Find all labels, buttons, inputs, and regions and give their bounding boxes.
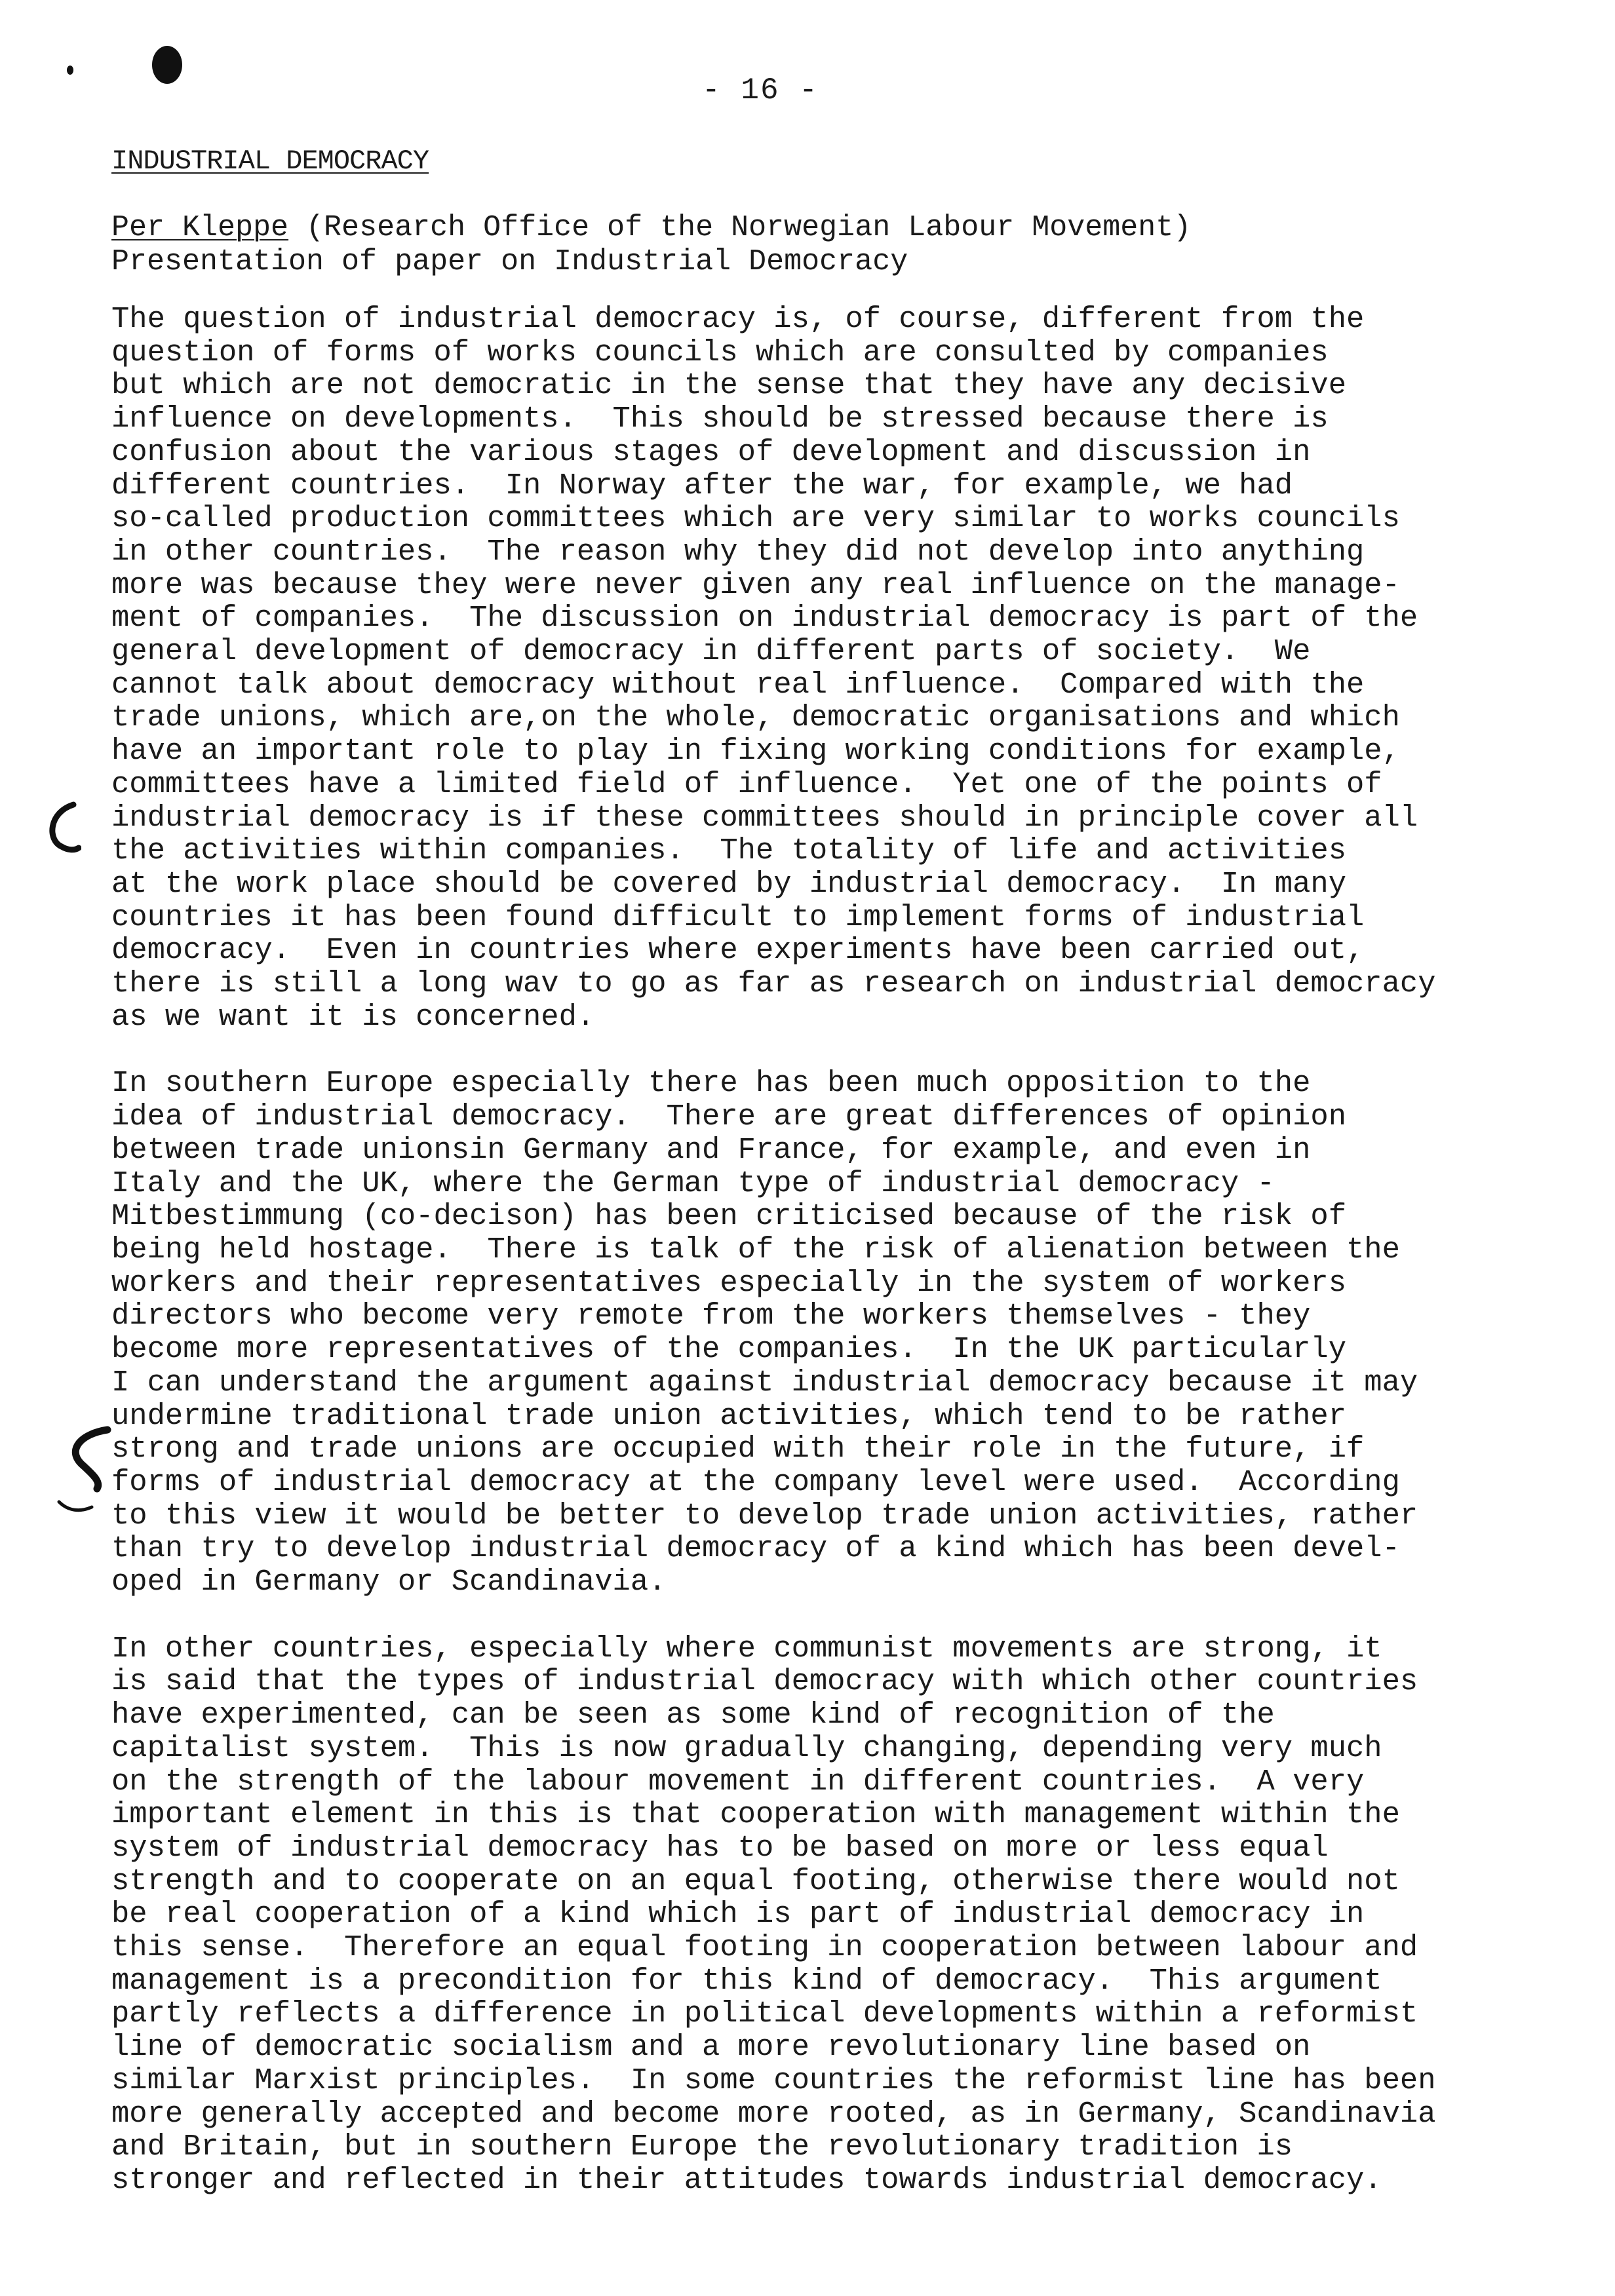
speaker-block — [111, 211, 1191, 279]
page-number: - 16 - — [702, 73, 819, 107]
margin-bracket-mark — [42, 801, 81, 860]
section-heading: INDUSTRIAL DEMOCRACY — [111, 145, 429, 177]
paragraph-1: The question of industrial democracy is, of course, different from the question of forms of works councils which are consulted by companies but which are not democratic in the sense that they have any decisive influence on developments. This should be stressed because there is confusion about the various stages of development and discussion in different countries. In Norway after the war, for example, we had so-called production committees which are very similar to works councils in other countries. The reason why they did not develop into anything more was because they were never given any real influence on the manage- ment of companies. The discussion on industrial democracy is part of the general development of democracy in different parts of society. We cannot talk about democracy without real influence. Compared with the trade unions, which are,on the whole, democratic organisations and which have an important role to play in fixing working conditions for example, committees have a limited field of influence. Yet one of the points of industrial democracy is if these committees should in principle cover all the activities within companies. The totality of life and activities at the work place should be covered by industrial democracy. In many countries it has been found difficult to implement forms of industrial democracy. Even in countries where experiments have been carried out, there is still a long wav to go as far as research on industrial democracy as we want it is concerned. — [111, 302, 1436, 1034]
ink-dot-mark — [67, 66, 73, 75]
body-text — [111, 303, 1553, 2230]
paragraph-2: In southern Europe especially there has been much opposition to the idea of industrial democracy. There are great differences of opinion between trade unionsin Germany and France, for example, and even in Italy and the UK, where the German type of industrial democracy - Mitbestimmung (co-decison) has been criticised because of the risk of being held hostage. There is talk of the risk of alienation between the workers and their representatives especially in the system of workers directors who become very remote from the workers themselves - they become more representatives of the companies. In the UK particularly I can understand the argument against industrial democracy because it may undermine traditional trade union activities, which tend to be rather strong and trade unions are occupied with their role in the future, if forms of industrial democracy at the company level were used. According to this view it would be better to develop trade union activities, rather than try to develop industrial democracy of a kind which has been devel- oped in Germany or Scandinavia. — [111, 1066, 1418, 1599]
speaker-affiliation: (Research Office of the Norwegian Labour Movement) — [288, 211, 1192, 244]
speaker-name: Per Kleppe — [111, 211, 289, 244]
presentation-subtitle: Presentation of paper on Industrial Democracy — [111, 245, 908, 278]
paragraph-3: In other countries, especially where communist movements are strong, it is said that the types of industrial democracy with which other countries have experimented, can be seen as some kind of recognition of the capitalist system. This is now gradually changing, depending very much on the strength of the labour movement in different countries. A very important element in this is that cooperation with management within the system of industrial democracy has to be based on more or less equal strength and to cooperate on an equal footing, otherwise there would not be real cooperation of a kind which is part of industrial democracy in this sense. Therefore an equal footing in cooperation between labour and management is a precondition for this kind of democracy. This argument partly reflects a difference in political developments within a reformist line of democratic socialism and a more revolutionary line based on similar Marxist principles. In some countries the reformist line has been more generally accepted and become more rooted, as in Germany, Scandinavia and Britain, but in southern Europe the revolutionary tradition is stronger and reflected in their attitudes towards industrial democracy. — [111, 1631, 1436, 2197]
margin-bracket-mark — [55, 1423, 114, 1521]
hole-punch-mark — [152, 46, 182, 84]
